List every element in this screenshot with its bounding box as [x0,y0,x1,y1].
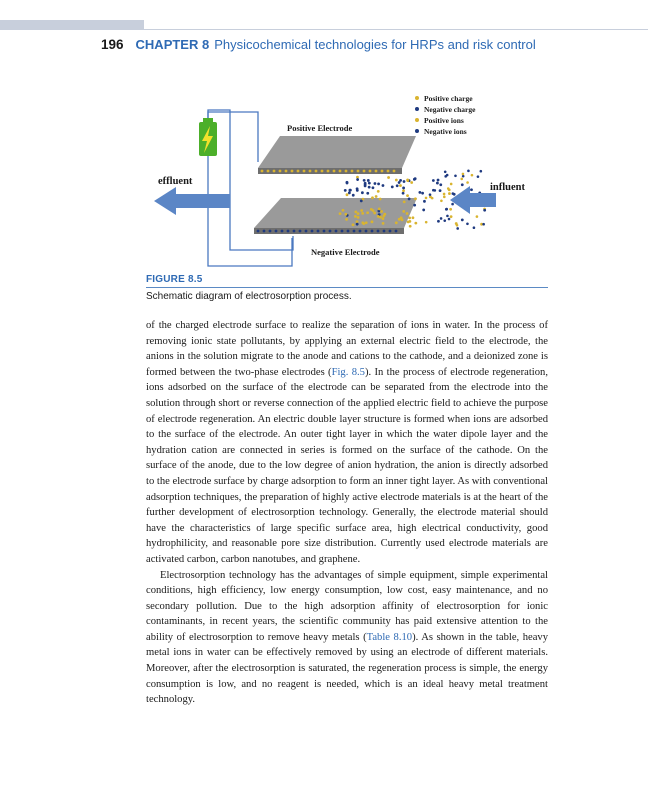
positive-charge-dot [279,170,282,173]
inflow-ion-dot [476,215,479,218]
ion-dot [422,209,425,212]
positive-ion-dot [354,215,357,218]
negative-charge-dot [287,230,290,233]
negative-ion-dot [396,184,399,187]
inflow-ion-dot [462,175,465,178]
body-text [146,318,548,708]
legend-positive-charge: Positive charge [424,94,473,103]
negative-charge-dot [353,230,356,233]
positive-charge-dot [267,170,270,173]
ion-dot [371,196,374,199]
ion-dot [406,179,409,182]
negative-charge-dot [359,230,362,233]
paragraph-text: Electrosorption technology has the advantages of simple equipment, simple experimental conditions, high efficiency, low energy consumption, low cost, easy maintenance, and no secondary pollution. Due to the high adsorption affinity of electrosorption for ionic contaminants, in recent years, the scientific community has paid extensive attention to the ability of electrosorption to remove heavy metals ( [146,569,548,643]
paragraph [146,568,548,708]
ion-dot [377,190,380,193]
positive-charge-dot [363,170,366,173]
positive-charge-dot [357,170,360,173]
negative-ion-dot [366,192,369,195]
negative-ion-dot [399,179,402,182]
positive-electrode-label: Positive Electrode [287,123,353,133]
ion-dot [432,179,435,182]
legend [415,94,476,136]
negative-charge-dot [395,230,398,233]
inflow-ion-dot [444,175,447,178]
ion-dot [409,225,412,228]
ion-dot [413,178,416,181]
electrosorption-diagram [146,90,548,270]
legend-positive-ions: Positive ions [424,116,464,125]
ion-dot [414,197,417,200]
inflow-ion-dot [443,219,446,222]
chapter-label: CHAPTER 8 [135,37,210,52]
positive-ion-dot [361,212,364,215]
negative-ion-dot [356,187,359,190]
ion-dot [413,204,416,207]
inflow-ion-dot [445,208,448,211]
negative-charge-dot [335,230,338,233]
inflow-ion-dot [454,174,457,177]
positive-ion-dot [345,213,348,216]
positive-charge-dot [297,170,300,173]
negative-charge-dot [347,230,350,233]
ion-dot [356,220,359,223]
ion-dot [410,181,413,184]
inflow-ion-dot [450,183,453,186]
ion-dot [439,183,442,186]
positive-ion-dot [383,213,386,216]
ion-dot [395,179,398,182]
positive-ion-dot [365,221,368,224]
positive-charge-dot [375,170,378,173]
negative-charge-dot [299,230,302,233]
positive-charge-dot [303,170,306,173]
inflow-ion-dot [466,181,469,184]
inflow-ion-dot [480,170,483,173]
ion-dot [356,223,359,226]
negative-ion-dot [363,179,366,182]
inflow-ion-dot [471,174,474,177]
positive-ion-dot [380,210,383,213]
legend-negative-charge: Negative charge [424,105,476,114]
battery-cap [203,118,213,122]
paragraph-text: of the charged electrode surface to realize the separation of ions in water. In the process of removing ionic state pollutants, by applying an external electric field to the electrode, the anions in the solution migrate to the anode and cations to the cathode, and a deionized zone is formed between the two-phase electrodes ( [146,320,548,378]
ion-dot [414,222,417,225]
ion-dot [450,215,453,218]
ion-dot [352,194,355,197]
figure-caption: Schematic diagram of electrosorption process. [146,291,352,302]
negative-ion-dot [344,189,347,192]
ion-dot [403,200,406,203]
inflow-ion-dot [448,218,451,221]
ion-dot [348,191,351,194]
positive-ion-dot [400,216,403,219]
positive-ion-dot [357,212,360,215]
positive-charge-dot [369,170,372,173]
positive-charge-dot [315,170,318,173]
negative-ion-dot [391,185,394,188]
negative-charge-dot [389,230,392,233]
ion-dot [421,192,424,195]
negative-ion-dot [374,182,377,185]
positive-ion-dot [345,218,348,221]
influent-label: influent [490,182,526,193]
negative-charge-dot [365,230,368,233]
positive-charge-dot [387,170,390,173]
inflow-ion-dot [440,199,443,202]
negative-charge-dot [371,230,374,233]
negative-charge-dot [317,230,320,233]
ion-dot [402,189,405,192]
positive-charge-dot [327,170,330,173]
positive-charge-dot [345,170,348,173]
ion-dot [423,200,426,203]
negative-charge-dot [341,230,344,233]
page-number: 196 [101,37,124,52]
positive-charge-dot [333,170,336,173]
ion-dot [439,189,442,192]
paragraph [146,318,548,568]
positive-charge-dot [351,170,354,173]
ion-dot [346,193,349,196]
running-header [101,36,536,54]
negative-electrode-top [254,198,417,228]
inflow-ion-dot [434,189,437,192]
negative-charge-dot [311,230,314,233]
negative-ion-dot [346,182,349,185]
negative-ion-dot [403,180,406,183]
positive-ion-dot [406,212,409,215]
inflow-ion-dot [466,222,469,225]
negative-ion-dot [364,182,367,185]
positive-ion-dot [373,212,376,215]
ion-dot [449,208,452,211]
positive-charge-dot [309,170,312,173]
electrosorption-figure [146,90,548,270]
ion-dot [448,192,451,195]
ion-dot [483,209,486,212]
ion-dot [470,188,473,191]
effluent-label: effluent [158,176,193,187]
negative-charge-dot [329,230,332,233]
positive-ion-dot [395,221,398,224]
positive-ion-dot [382,217,385,220]
inflow-ion-dot [473,226,476,229]
ion-dot [461,218,464,221]
positive-ion-dot [357,216,360,219]
inflow-ion-dot [447,187,450,190]
header-color-band [0,20,144,30]
ion-dot [356,176,359,179]
positive-charge-row [261,170,396,173]
negative-ion-dot [402,192,405,195]
positive-charge-dot [261,170,264,173]
paragraph-text: ). As shown in the table, heavy metal ions in water can be effectively removed by using an electrode of different materials. Moreover, after the electrosorption is saturated, the regeneration process is simple, the energy consumption is low, and no reagent is needed, which is an ideal heavy metal treatment technology. [146,631,548,706]
ion-dot [436,182,439,185]
positive-ion-dot [339,212,342,215]
negative-charge-dot [383,230,386,233]
ion-dot [399,184,402,187]
negative-electrode-label: Negative Electrode [311,247,380,257]
negative-charge-dot [305,230,308,233]
effluent-arrow [154,187,230,215]
ion-dot [387,176,390,179]
figure-label: FIGURE 8.5 [146,274,203,285]
negative-charge-dot [275,230,278,233]
figure-rule [146,287,548,288]
positive-ion-dot [371,220,374,223]
negative-charge-dot [377,230,380,233]
inflow-ion-dot [467,170,470,173]
inflow-ion-dot [477,175,480,178]
negative-ion-dot [364,184,367,187]
positive-ion-dot [372,209,375,212]
ion-dot [418,191,421,194]
negative-ion-dot [372,186,375,189]
legend-negative-ions: Negative ions [424,127,467,136]
positive-ion-dot [412,216,415,219]
negative-ion-dot [368,186,371,189]
positive-ion-dot [408,217,411,220]
ion-dot [366,211,369,214]
positive-ion-dot [360,209,363,212]
negative-ion-dot [402,187,405,190]
negative-ion-dot [368,182,371,185]
ion-dot [437,179,440,182]
table-reference-link[interactable]: Table 8.10 [366,631,413,643]
legend-positive-ions-dot [415,118,419,122]
negative-charge-dot [323,230,326,233]
positive-charge-dot [291,170,294,173]
negative-charge-dot [293,230,296,233]
chapter-title: Physicochemical technologies for HRPs and risk control [214,37,536,52]
inflow-ion-dot [429,193,432,196]
ion-dot [360,199,363,202]
positive-electrode-top [258,136,416,168]
legend-negative-charge-dot [415,107,419,111]
inflow-ion-dot [444,170,447,173]
inflow-ion-dot [451,203,454,206]
inflow-ion-dot [425,197,428,200]
negative-charge-dot [257,230,260,233]
positive-ion-dot [378,207,381,210]
ion-dot [356,178,359,181]
ion-dot [402,210,405,213]
negative-charge-dot [263,230,266,233]
negative-charge-dot [269,230,272,233]
ion-dot [461,183,464,186]
inflow-ion-dot [456,227,459,230]
inflow-ion-dot [425,221,428,224]
ion-dot [375,195,378,198]
inflow-ion-dot [446,215,449,218]
positive-charge-dot [381,170,384,173]
positive-charge-dot [339,170,342,173]
positive-ion-dot [382,222,385,225]
figure-reference-link[interactable]: Fig. 8.5 [331,366,365,378]
ion-dot [407,220,410,223]
positive-charge-dot [273,170,276,173]
ion-dot [437,220,440,223]
inflow-ion-dot [456,224,459,227]
inflow-ion-dot [482,223,485,226]
negative-ion-dot [349,189,352,192]
inflow-ion-dot [443,196,446,199]
positive-ion-dot [342,209,345,212]
header-rule [144,29,648,30]
positive-ion-dot [362,222,365,225]
positive-ion-dot [377,215,380,218]
ion-dot [408,197,411,200]
negative-ion-dot [382,184,385,187]
ion-dot [352,223,355,226]
positive-charge-dot [393,170,396,173]
inflow-ion-dot [440,217,443,220]
negative-ion-dot [377,183,380,186]
wire-bottom [208,238,292,266]
legend-positive-charge-dot [415,96,419,100]
inflow-ion-dot [431,197,434,200]
negative-charge-dot [281,230,284,233]
positive-charge-dot [285,170,288,173]
negative-ion-dot [361,191,364,194]
ion-dot [379,198,382,201]
ion-dot [406,194,409,197]
positive-charge-dot [321,170,324,173]
inflow-ion-dot [460,178,463,181]
positive-ion-dot [354,210,357,213]
paragraph-text: ). In the process of electrode regeneration, ions adsorbed on the surface of the electrode can be separated from the electrode into the solution through short or reverse connection of the applied electric field to achieve the purpose of electrode regeneration. An electric double layer structure is formed when ions are adsorbed to the surface of the electrode. An outer tight layer in which the water dipole layer and the hydration cation are connected in series is formed on the surface of the cathode. On the surface of the anode, due to the low degree of anion hydration, the anion is directly adsorbed to the electrode surface by charge adsorption to form an inner tight layer. As with conventional adsorption techniques, the preparation of highly active electrode materials is at the heart of the further development of electrosorption technology. Generally, the electrode material should have the characteristics of large specific surface area, high electrical conductivity, good hydrophilicity, and reasonable pore size distribution. Currently used electrode materials are activated carbon, carbon nanotubes, and graphene. [146,366,548,565]
legend-negative-ions-dot [415,129,419,133]
inflow-ion-dot [452,192,455,195]
negative-ion-dot [367,179,370,182]
inflow-ion-dot [462,173,465,176]
inflow-ion-dot [443,193,446,196]
